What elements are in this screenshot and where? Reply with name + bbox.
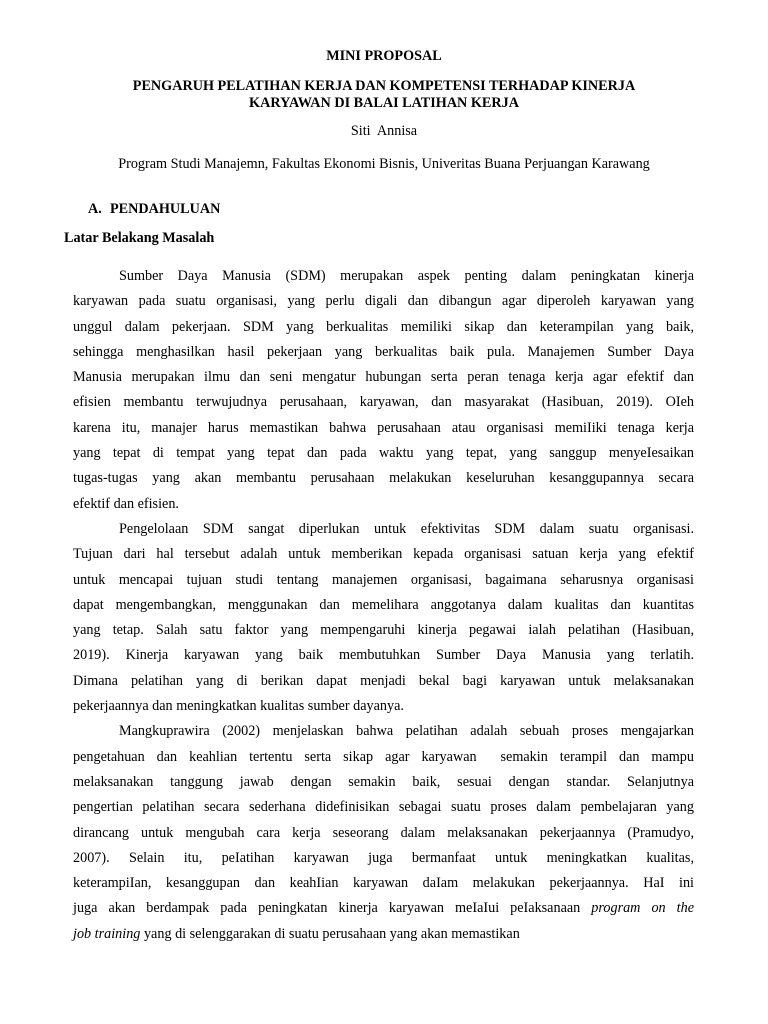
section-heading xyxy=(88,201,220,218)
body-text xyxy=(73,264,694,947)
text-line: unggul dalam pekerjaan. SDM yang berkualitas memiliki sikap dan keterampilan yang baik, xyxy=(73,318,694,335)
subtitle-line: KARYAWAN DI BALAI LATIHAN KERJA xyxy=(249,95,519,111)
text-line: 2019). Kinerja karyawan yang baik membutuhkan Sumber Daya Manusia yang terlatih. xyxy=(73,647,694,664)
text-line: untuk mencapai tujuan studi tentang manajemen organisasi, bagaimana seharusnya organisasi xyxy=(73,571,694,588)
italic-text: job training xyxy=(73,925,141,942)
text-line: yang tepat di tempat yang tepat dan pada waktu yang tepat, yang sanggup menyeIesaikan xyxy=(73,445,694,462)
text-line xyxy=(73,896,694,921)
text-line: Tujuan dari hal tersebut adalah untuk memberikan kepada organisasi satuan kerja yang efektif xyxy=(73,546,694,563)
text-line: 2007). Selain itu, peIatihan karyawan juga bermanfaat untuk meningkatkan kualitas, xyxy=(73,849,694,866)
text-line: dirancang untuk mengubah cara kerja seseorang dalam melaksanakan pekerjaannya (Pramudyo, xyxy=(73,824,694,841)
text-line: Sumber Daya Manusia (SDM) merupakan aspek penting dalam peningkatan kinerja xyxy=(119,268,694,284)
text-line xyxy=(73,922,694,947)
subtitle-line: PENGARUH PELATIHAN KERJA DAN KOMPETENSI TERHADAP KINERJA xyxy=(132,78,636,94)
paragraph-3 xyxy=(73,719,694,947)
paragraph-1 xyxy=(73,264,694,517)
text-segment: yang di selenggarakan di suatu perusahaan yang akan memastikan xyxy=(140,925,520,942)
text-line: pengertian pelatihan secara sederhana didefinisikan sebagai suatu proses dalam pembelajaran yang xyxy=(73,799,694,816)
text-line: pekerjaannya dan meningkatkan kualitas sumber dayanya. xyxy=(73,698,404,715)
author-affiliation: Program Studi Manajemn, Fakultas Ekonomi Bisnis, Univeritas Buana Perjuangan Karawang xyxy=(118,156,650,172)
text-line: karena itu, manajer harus memastikan bahwa perusahaan atau organisasi memiIiki tenaga kerja xyxy=(73,419,694,436)
text-line: keterampiIan, kesanggupan dan keahIian karyawan daIam melakukan pekerjaannya. HaI ini xyxy=(73,875,694,892)
document-subtitle xyxy=(95,78,673,112)
text-line: tugas-tugas yang akan membantu perusahaan melakukan keseluruhan kesanggupannya secara xyxy=(73,470,694,487)
text-line: Manusia merupakan ilmu dan seni mengatur hubungan serta peran tenaga kerja agar efektif dan xyxy=(73,369,694,386)
section-number: A. xyxy=(88,201,102,217)
text-line: pengetahuan dan keahlian tertentu serta sikap agar karyawan semakin terampil dan mampu xyxy=(73,748,694,765)
subsection-heading: Latar Belakang Masalah xyxy=(64,230,215,246)
paragraph-2 xyxy=(73,517,694,719)
text-line: efektif dan efisien. xyxy=(73,495,179,512)
text-line: dapat mengembangkan, menggunakan dan memelihara anggotanya dalam kualitas dan kuantitas xyxy=(73,596,694,613)
italic-text: program on the xyxy=(591,900,694,917)
author-name: Siti Annisa xyxy=(350,123,418,139)
text-line: Mangkuprawira (2002) menjelaskan bahwa pelatihan adalah sebuah proses mengajarkan xyxy=(119,723,694,740)
text-line: efisien membantu terwujudnya perusahaan, karyawan, dan masyarakat (Hasibuan, 2019). OIeh xyxy=(73,394,694,411)
text-line: Dimana pelatihan yang di berikan dapat menjadi bekal bagi karyawan untuk melaksanakan xyxy=(73,672,694,689)
section-title: PENDAHULUAN xyxy=(110,201,221,217)
text-line: sehingga menghasilkan hasil pekerjaan yang berkualitas baik pula. Manajemen Sumber Daya xyxy=(73,343,694,360)
text-line: melaksanakan tanggung jawab dengan semakin baik, sesuai dengan standar. Selanjutnya xyxy=(73,773,694,790)
text-segment: juga akan berdampak pada peningkatan kinerja karyawan meIaIui peIaksanaan xyxy=(73,900,592,917)
text-line: karyawan pada suatu organisasi, yang perlu digali dan dibangun agar diperoleh karyawan yang xyxy=(73,293,694,310)
document-title: MINI PROPOSAL xyxy=(326,48,442,64)
text-line: yang tetap. Salah satu faktor yang mempengaruhi kinerja pegawai ialah pelatihan (Hasibuan, xyxy=(73,622,694,639)
text-line: Pengelolaan SDM sangat diperlukan untuk efektivitas SDM dalam suatu organisasi. xyxy=(119,520,694,537)
